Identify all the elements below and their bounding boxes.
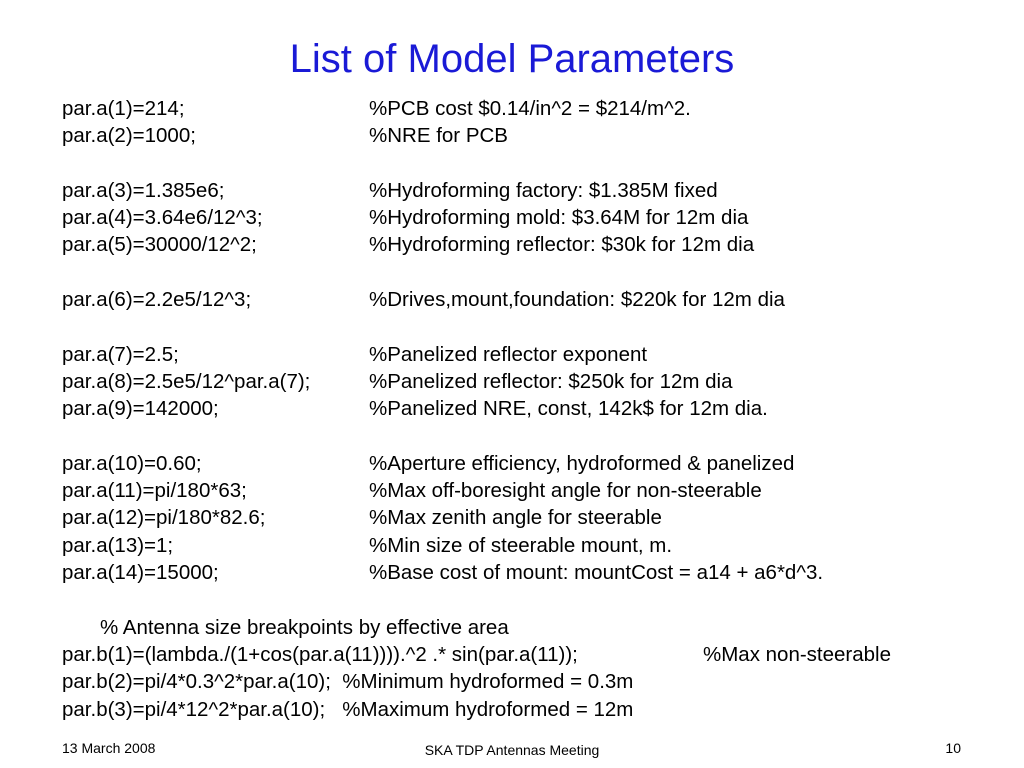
param-row — [62, 559, 1012, 586]
param-comment: %Max zenith angle for steerable — [369, 506, 662, 530]
param-comment: %Aperture efficiency, hydroformed & panelized — [369, 451, 795, 475]
breakpoint-line: par.b(2)=pi/4*0.3^2*par.a(10); %Minimum hydroformed = 0.3m — [62, 670, 634, 694]
param-comment: %Base cost of mount: mountCost = a14 + a6*d^3. — [369, 561, 824, 585]
param-comment: %Hydroforming factory: $1.385M fixed — [369, 178, 718, 202]
param-code: par.a(8)=2.5e5/12^par.a(7); — [62, 369, 311, 393]
page-number: 10 — [945, 740, 961, 756]
spacer-row — [62, 150, 1012, 177]
param-comment: %Hydroforming mold: $3.64M for 12m dia — [369, 206, 749, 230]
param-row — [62, 95, 1012, 122]
param-comment: %Min size of steerable mount, m. — [369, 533, 673, 557]
param-code: par.a(3)=1.385e6; — [62, 178, 225, 202]
footer-meeting-name: SKA TDP Antennas Meeting — [424, 742, 600, 758]
param-code: par.a(1)=214; — [62, 97, 185, 120]
param-comment: %NRE for PCB — [369, 124, 508, 148]
param-row — [62, 177, 1012, 204]
breakpoint-comment: %Max non-steerable — [703, 642, 892, 666]
param-comment: %Drives,mount,foundation: $220k for 12m dia — [369, 288, 785, 312]
breakpoint-row — [62, 641, 1012, 668]
param-code: par.a(12)=pi/180*82.6; — [62, 506, 266, 530]
param-comment: %Panelized reflector: $250k for 12m dia — [369, 369, 733, 393]
param-row — [62, 286, 1012, 313]
param-comment: %PCB cost $0.14/in^2 = $214/m^2. — [369, 97, 691, 120]
param-row — [62, 477, 1012, 504]
param-comment: %Panelized NRE, const, 142k$ for 12m dia. — [369, 397, 768, 421]
param-row — [62, 532, 1012, 559]
param-row — [62, 204, 1012, 231]
breakpoint-row — [62, 696, 1012, 723]
param-code: par.a(11)=pi/180*63; — [62, 479, 247, 503]
parameter-list — [62, 95, 1012, 723]
spacer-row — [62, 313, 1012, 340]
breakpoints-heading-row — [62, 614, 1012, 641]
breakpoints-heading: % Antenna size breakpoints by effective area — [100, 615, 509, 639]
footer-date: 13 March 2008 — [62, 740, 156, 756]
param-row — [62, 450, 1012, 477]
param-code: par.a(13)=1; — [62, 533, 174, 557]
param-row — [62, 504, 1012, 531]
spacer-row — [62, 259, 1012, 286]
param-row — [62, 231, 1012, 258]
param-row — [62, 341, 1012, 368]
breakpoint-line: par.b(3)=pi/4*12^2*par.a(10); %Maximum hydroformed = 12m — [62, 697, 634, 721]
param-code: par.a(7)=2.5; — [62, 342, 179, 366]
breakpoint-row — [62, 668, 1012, 695]
param-code: par.a(14)=15000; — [62, 561, 219, 585]
param-code: par.a(4)=3.64e6/12^3; — [62, 206, 263, 230]
breakpoint-code: par.b(1)=(lambda./(1+cos(par.a(11)))).^2 .* sin(par.a(11)); — [62, 642, 578, 666]
param-row — [62, 395, 1012, 422]
param-row — [62, 368, 1012, 395]
param-comment: %Panelized reflector exponent — [369, 342, 648, 366]
param-comment: %Max off-boresight angle for non-steerable — [369, 479, 762, 503]
param-row — [62, 122, 1012, 149]
slide-title: List of Model Parameters — [289, 37, 735, 81]
param-code: par.a(6)=2.2e5/12^3; — [62, 288, 252, 312]
spacer-row — [62, 423, 1012, 450]
param-code: par.a(10)=0.60; — [62, 451, 202, 475]
spacer-row — [62, 586, 1012, 613]
param-code: par.a(9)=142000; — [62, 397, 219, 421]
param-code: par.a(5)=30000/12^2; — [62, 233, 257, 257]
param-comment: %Hydroforming reflector: $30k for 12m dia — [369, 233, 755, 257]
param-code: par.a(2)=1000; — [62, 124, 196, 148]
